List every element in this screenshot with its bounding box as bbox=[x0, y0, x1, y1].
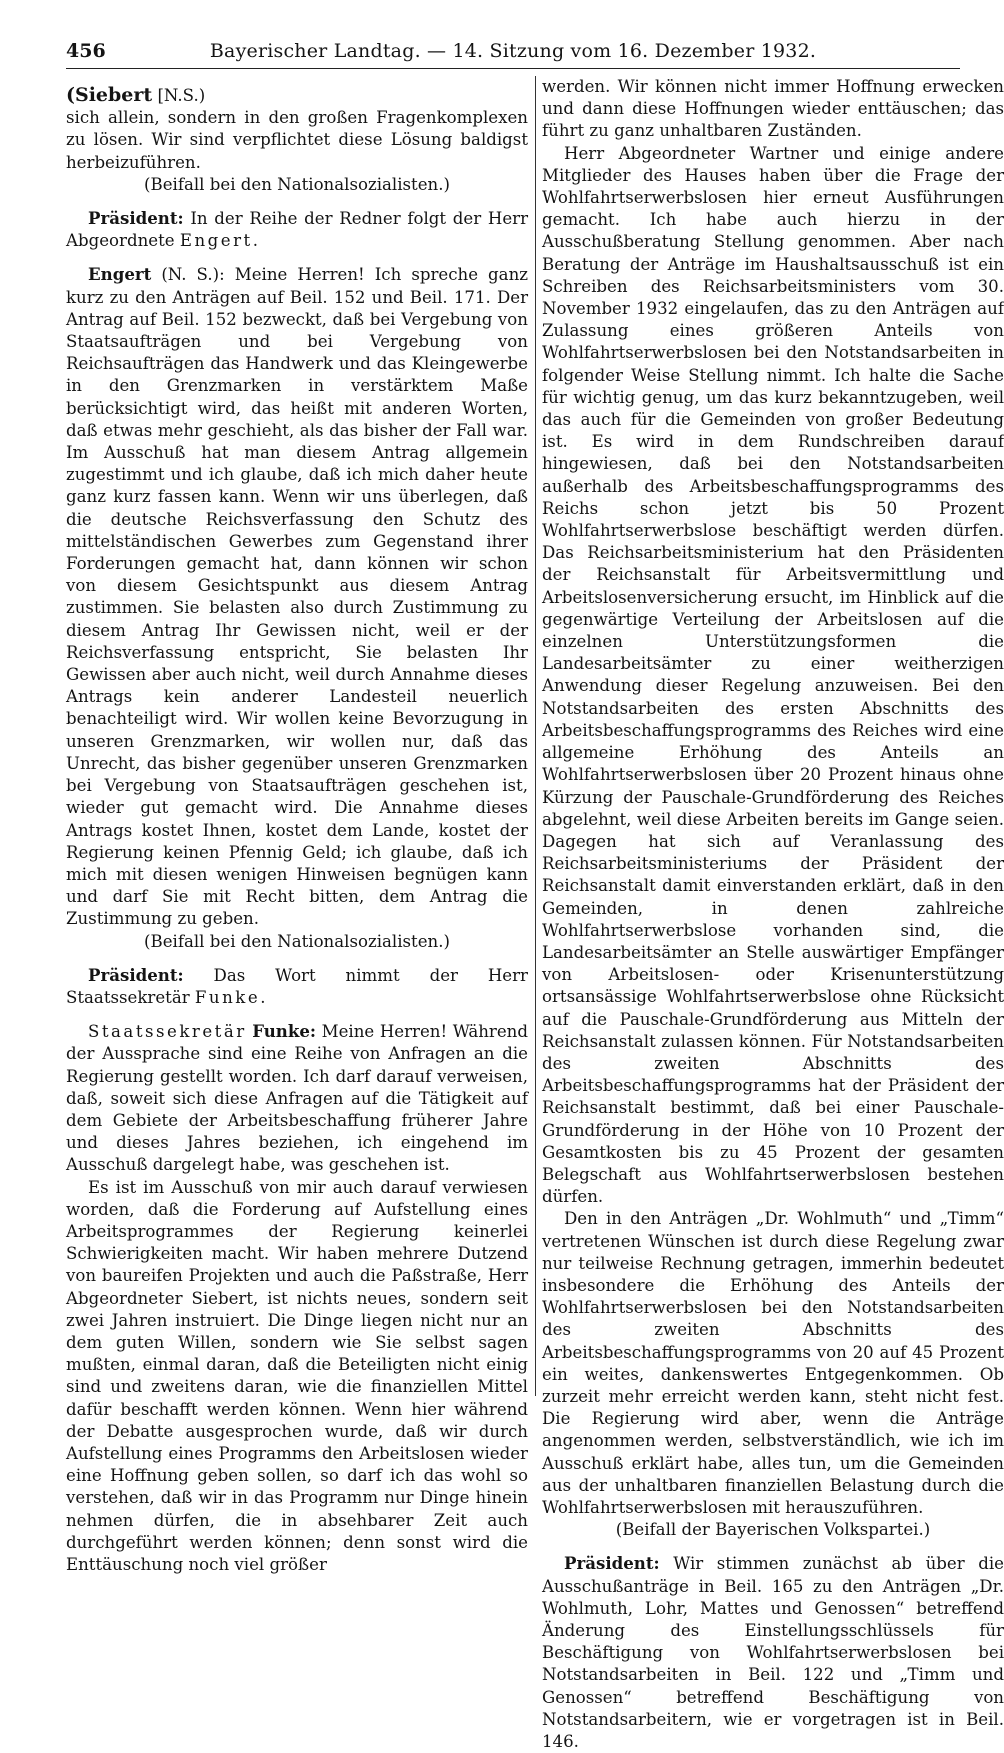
paragraph: sich allein, sondern in den großen Fragenkomplexen zu lösen. Wir sind verpflichtet diese Lösung baldigst herbeizuführen. bbox=[66, 108, 528, 172]
named-member: Funke bbox=[194, 987, 261, 1007]
engert-speech: Engert (N. S.): Meine Herren! Ich spreche ganz kurz zu den Anträgen auf Beil. 152 und Beil. 171. Der Antrag auf Beil. 152 bezweckt, daß bei Vergebung von Staatsaufträgen und bei Vergebung von Reichsaufträgen das Handwerk und das Kleingewerbe in den Grenzmarken in verstärktem Maße berücksichtigt wird, das heißt mit anderen Worten, daß etwas mehr geschieht, als das bisher der Fall war. Im Ausschuß hat man diesem Antrag allgemein zugestimmt und ich glaube, daß ich mich daher heute ganz kurz fassen kann. Wenn wir uns überlegen, daß die deutsche Reichsverfassung den Schutz des mittelständischen Gewerbes zum Gegenstand ihrer Forderungen gemacht hat, dann können wir schon von diesem Gesichtspunkt aus diesem Antrag zustimmen. Sie belasten also durch Zustimmung zu diesem Antrag Ihr Gewissen nicht, weil er der Reichsverfassung entspricht, Sie belasten Ihr Gewissen aber auch nicht, weil durch Annahme dieses Antrags kein anderer Landesteil neuerlich benachteiligt wird. Wir wollen keine Bevorzugung in unseren Grenzmarken, wir wollen nur, daß das Unrecht, das bisher gegenüber unseren Grenzmarken bei Vergebung von Staatsaufträgen geschehen ist, wieder gut gemacht wird. Die Annahme dieses Antrags kostet Ihnen, kostet dem Lande, kostet der Regierung keinen Pfennig Geld; ich glaube, daß ich mich mit diesen wenigen Hinweisen begnügen kann und darf Sie mit Recht bitten, dem Antrag die Zustimmung zu geben. bbox=[66, 264, 528, 929]
page-header bbox=[66, 36, 960, 69]
president-statement: Präsident: Wir stimmen zunächst ab über die Ausschußanträge in Beil. 165 zu den Anträgen „Dr. Wohlmuth, Lohr, Mattes und Genossen“ betreffend Änderung des Einstellungsschlüssels für Beschäftigung von Wohlfahrtserwerbslosen bei Notstandsarbeiten in Beil. 122 und „Timm und Genossen“ betreffend Beschäftigung von Notstandsarbeitern, wie er vorgetragen ist in Beil. 146. bbox=[542, 1553, 1004, 1752]
speaker-name: Funke: bbox=[252, 1021, 317, 1042]
speaker-name: Engert bbox=[88, 264, 152, 285]
continued-speaker-heading: (Siebert [N.S.) bbox=[66, 84, 206, 106]
applause-note: (Beifall bei den Nationalsozialisten.) bbox=[144, 931, 450, 951]
speaker-title: Staatssekretär bbox=[88, 1022, 247, 1042]
page-number: 456 bbox=[66, 40, 106, 62]
left-column bbox=[66, 76, 528, 1753]
funke-speech: Staatssekretär Funke: Meine Herren! Während der Aussprache sind eine Reihe von Anfragen an die Regierung gestellt worden. Ich darf darauf verweisen, daß, soweit sich diese Anfragen auf die Tätigkeit auf dem Gebiete der Arbeitsbeschaffung früherer Jahre und dieses Jahres beziehen, ich eingehend im Ausschuß dargelegt habe, was geschehen ist. bbox=[66, 1021, 528, 1175]
paragraph: Es ist im Ausschuß von mir auch darauf verwiesen worden, daß die Forderung auf Aufstellung eines Arbeitsprogrammes der Regierung keinerlei Schwierigkeiten macht. Wir haben mehrere Dutzend von baureifen Projekten und auch die Paßstraße, Herr Abgeordneter Siebert, ist nichts neues, sondern seit zwei Jahren instruiert. Die Dinge liegen nicht nur an dem guten Willen, sondern wie Sie selbst sagen mußten, einmal daran, daß die Beteiligten nicht einig sind und zweitens daran, wie die finanziellen Mittel dafür beschafft werden können. Wenn hier während der Debatte ausgesprochen wurde, daß wir durch Aufstellung eines Programms den Arbeitslosen wieder eine Hoffnung geben sollen, so darf ich das wohl so verstehen, daß wir in das Programm nur Dinge hinein nehmen dürfen, die in absehbarer Zeit auch durchgeführt werden können; denn sonst wird die Enttäuschung noch viel größer bbox=[66, 1177, 528, 1574]
text-columns bbox=[66, 76, 1004, 1753]
applause-note: (Beifall bei den Nationalsozialisten.) bbox=[144, 174, 450, 194]
paragraph: werden. Wir können nicht immer Hoffnung erwecken und dann diese Hoffnungen wieder enttäuschen; das führt zu ganz unhaltbaren Zuständen. bbox=[542, 77, 1004, 141]
paragraph: Herr Abgeordneter Wartner und einige andere Mitglieder des Hauses haben über die Frage der Wohlfahrtserwerbslosen hier erneut Ausführungen gemacht. Ich habe auch hierzu in der Ausschußberatung Stellung genommen. Aber nach Beratung der Anträge im Haushaltsausschuß ist ein Schreiben des Reichsarbeitsministers vom 30. November 1932 eingelaufen, das zu den Anträgen auf Zulassung eines größeren Anteils von Wohlfahrtserwerbslosen bei den Notstandsarbeiten in folgender Weise Stellung nimmt. Ich halte die Sache für wichtig genug, um das kurz bekanntzugeben, weil das auch für die Gemeinden von großer Bedeutung ist. Es wird in dem Rundschreiben darauf hingewiesen, daß bei den Notstandsarbeiten außerhalb des Arbeitsbeschaffungsprogramms des Reichs schon jetzt bis 50 Prozent Wohlfahrtserwerbslose beschäftigt werden dürfen. Das Reichsarbeitsministerium hat den Präsidenten der Reichsanstalt für Arbeitsvermittlung und Arbeitslosenversicherung ersucht, im Hinblick auf die gegenwärtige Verteilung der Arbeitslosen auf die einzelnen Unterstützungsformen die Landesarbeitsämter zu einer weitherzigen Anwendung dieser Regelung anzuweisen. Bei den Notstandsarbeiten des ersten Abschnitts des Arbeitsbeschaffungsprogramms des Reiches wird eine allgemeine Erhöhung des Anteils an Wohlfahrtserwerbslosen über 20 Prozent hinaus ohne Kürzung der Pauschale-Grundförderung des Reiches abgelehnt, weil diese Arbeiten bereits im Gange seien. Dagegen hat sich auf Veranlassung des Reichsarbeitsministeriums der Präsident der Reichsanstalt damit einverstanden erklärt, daß in den Gemeinden, in denen zahlreiche Wohlfahrtserwerbslose vorhanden sind, die Landesarbeitsämter an Stelle auswärtiger Empfänger von Arbeitslosen- oder Krisenunterstützung ortsansässige Wohlfahrtserwerbslose ohne Rücksicht auf die Pauschale-Grundförderung aus Mitteln der Reichsanstalt zulassen können. Für Notstandsarbeiten des zweiten Abschnitts des Arbeitsbeschaffungsprogramms hat der Präsident der Reichsanstalt bestimmt, daß bei einer Pauschale-Grundförderung in der Höhe von 10 Prozent der Gesamtkosten bis zu 45 Prozent der gesamten Belegschaft aus Wohlfahrtserwerbslosen bestehen dürfen. bbox=[542, 143, 1004, 1207]
president-statement: Präsident: In der Reihe der Redner folgt der Herr Abgeordnete Engert. bbox=[66, 208, 528, 251]
speaker-name: Präsident: bbox=[88, 964, 184, 985]
speaker-name: Präsident: bbox=[564, 1553, 660, 1574]
president-statement: Präsident: Das Wort nimmt der Herr Staatssekretär Funke. bbox=[66, 964, 528, 1007]
column-divider bbox=[535, 76, 536, 1396]
running-title: Bayerischer Landtag. — 14. Sitzung vom 16. Dezember 1932. bbox=[209, 40, 817, 62]
applause-note: (Beifall der Bayerischen Volkspartei.) bbox=[615, 1520, 931, 1540]
speaker-name: Präsident: bbox=[88, 208, 184, 229]
right-column bbox=[542, 76, 1004, 1753]
paragraph: Den in den Anträgen „Dr. Wohlmuth“ und „Timm“ vertretenen Wünschen ist durch diese Regelung zwar nur teilweise Rechnung getragen, immerhin bedeutet insbesondere die Erhöhung des Anteils der Wohlfahrtserwerbslosen bei den Notstandsarbeiten des zweiten Abschnitts des Arbeitsbeschaffungsprogramms von 20 auf 45 Prozent ein weites, dankenswertes Entgegenkommen. Ob zurzeit mehr erreicht werden kann, steht nicht fest. Die Regierung wird aber, wenn die Anträge angenommen werden, selbstverständlich, wie ich im Ausschuß erklärt habe, alles tun, um die Gemeinden aus der unhaltbaren finanziellen Belastung durch die Wohlfahrtserwerbslosen mit herauszuführen. bbox=[542, 1209, 1004, 1517]
named-member: Engert bbox=[179, 231, 253, 251]
